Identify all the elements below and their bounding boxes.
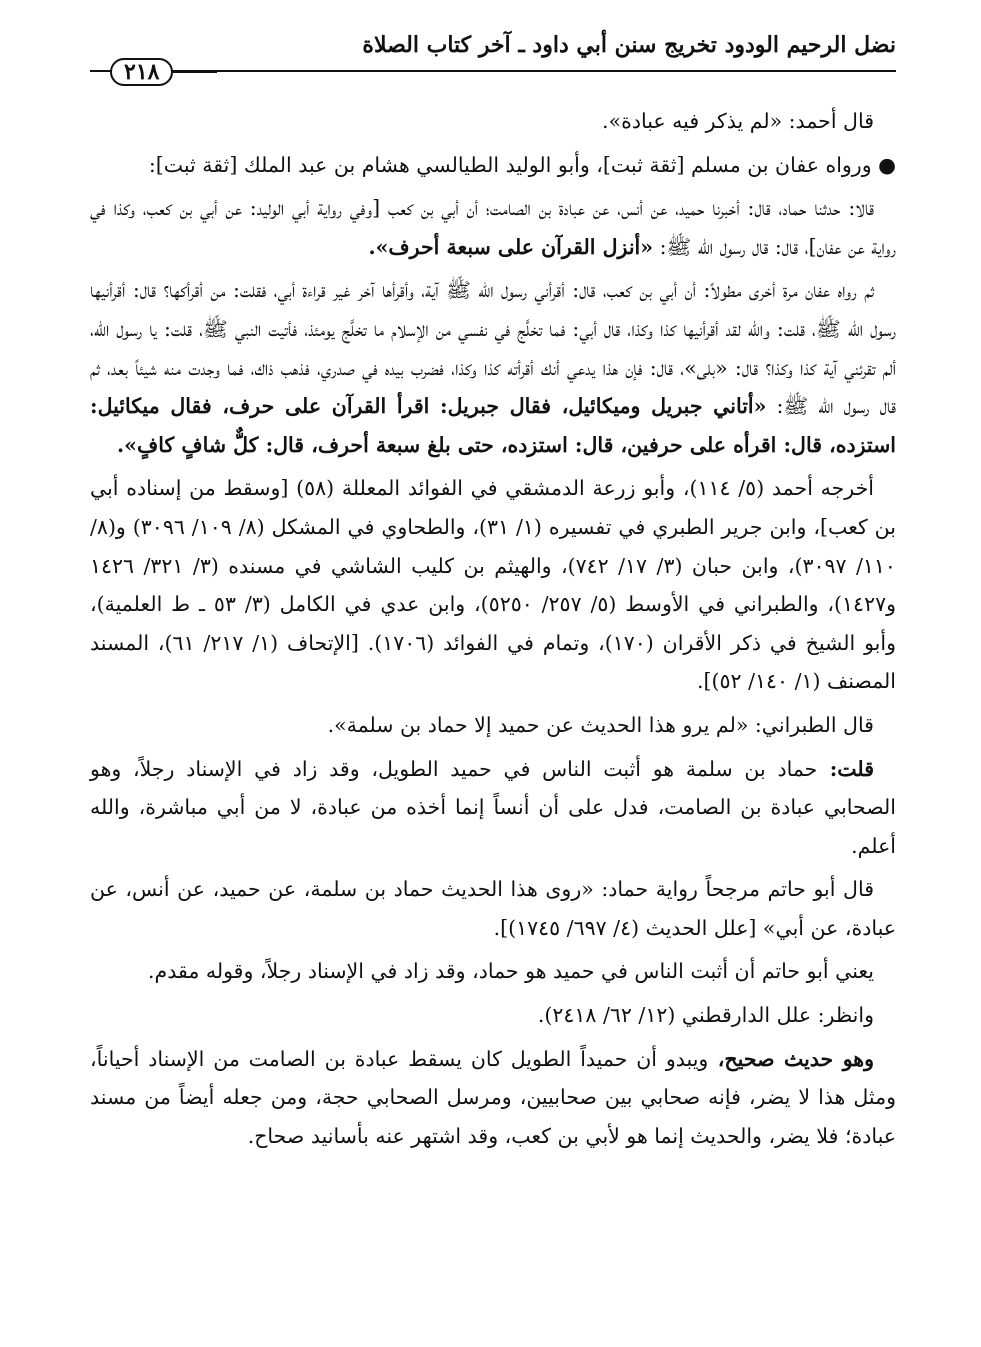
running-title: نضل الرحيم الودود تخريج سنن أبي داود ـ آخر كتاب الصلاة <box>362 32 896 58</box>
paragraph-text: ثم رواه عفان مرة أخرى مطولاً: أن أبي بن كعب، قال: أقرأني رسول الله ﷺ آية، وأقرأها آخر غير قراءة أبي، فقلت: من أقرأكها؟ قال: أقرأنيها رسول الله ﷺ، قلت: والله لقد أقرأنيها كذا وكذا، قال أبي: فما تخلَّج في نفسي من الإسلام ما تخلَّج يومئذ، فأتيت النبي ﷺ، قلت: يا رسول الله، ألم تقرئني آية كذا وكذا؟ قال: «بلى»، قال: فإن هذا يدعي أنك أقرأته كذا وكذا، فضرب بيده في صدري، فذهب ذاك، فما وجدت منه شيئاً بعد، ثم قال رسول الله ﷺ: <box>90 278 897 419</box>
page-number: ٢١٨ <box>110 58 173 86</box>
paragraph <box>90 102 896 141</box>
paragraph <box>90 996 896 1035</box>
paragraph-lead: وهو حديث صحيح، <box>708 1046 875 1071</box>
paragraph-text: حماد بن سلمة هو أثبت الناس في حميد الطويل، وقد زاد في الإسناد رجلاً، وهو الصحابي عبادة بن الصامت، فدل على أن أنساً إنما أخذه من عبادة، لا من أبي مباشرة، والله أعلم. <box>90 756 896 858</box>
paragraph-text: قال الطبراني: «لم يرو هذا الحديث عن حميد إلا حماد بن سلمة». <box>327 712 874 737</box>
paragraph <box>90 469 896 701</box>
paragraph-text: قال أحمد: «لم يذكر فيه عبادة». <box>602 109 874 133</box>
paragraph-text: وانظر: علل الدارقطني (١٢/ ٦٢/ ٢٤١٨). <box>537 1003 874 1028</box>
paragraph-text: أخرجه أحمد (٥/ ١١٤)، وأبو زرعة الدمشقي في الفوائد المعللة (٥٨) [وسقط من إسناده أبي بن كعب]، وابن جرير الطبري في تفسيره (١/ ٣١)، والطحاوي في المشكل (٨/ ١٠٩/ ٣٠٩٦) و(٨/ ١١٠/ ٣٠٩٧)، وابن حبان (٣/ ١٧/ ٧٤٢)، والهيثم بن كليب الشاشي في مسنده (٣/ ٣٢١/ ١٤٢٦ و١٤٢٧)، والطبراني في الأوسط (٥/ ٢٥٧/ ٥٢٥٠)، وابن عدي في الكامل (٣/ ٥٣ ـ ط العلمية)، وأبو الشيخ في ذكر الأقران (١٧٠)، وتمام في الفوائد (١٧٠٦). [الإتحاف (١/ ٢١٧/ ٦١)، المسند المصنف (١/ ١٤٠/ ٥٢)]. <box>90 476 896 694</box>
paragraph-text: ● ورواه عفان بن مسلم [ثقة ثبت]، وأبو الوليد الطيالسي هشام بن عبد الملك [ثقة ثبت]: <box>148 152 896 177</box>
page-number-dash <box>173 71 217 73</box>
paragraph-text: قالا: حدثنا حماد، قال: أخبرنا حميد، عن أنس، عن عبادة بن الصامت؛ أن أبي بن كعب [وفي رواية أبي الوليد: عن أبي بن كعب، وكذا في رواية عن عفان]، قال: قال رسول الله ﷺ: <box>90 196 896 259</box>
paragraph <box>90 271 896 464</box>
page-body <box>90 102 896 1155</box>
paragraph <box>90 870 896 947</box>
book-page <box>90 24 896 1324</box>
paragraph-text: ويبدو أن حميداً الطويل كان يسقط عبادة بن الصامت من الإسناد أحياناً، ومثل هذا لا يضر، فإنه صحابي بين صحابيين، ومرسل الصحابي حجة، ومن جعله أيضاً من مسند عبادة؛ فلا يضر، والحديث إنما هو لأبي بن كعب، وقد اشتهر عنه بأسانيد صحاح. <box>90 1046 896 1148</box>
hadith-quote: «أتاني جبريل وميكائيل، فقال جبريل: اقرأ القرآن على حرف، فقال ميكائيل: استزده، قال: اقرأه على حرفين، قال: استزده، حتى بلغ سبعة أحرف، قال: كلٌّ شافٍ كافٍ». <box>90 394 896 457</box>
paragraph-text: قال أبو حاتم مرجحاً رواية حماد: «روى هذا الحديث حماد بن سلمة، عن حميد، عن أنس، عن عبادة، عن أبي» [علل الحديث (٤/ ٦٩٧/ ١٧٤٥)]. <box>90 877 896 940</box>
paragraph <box>90 750 896 866</box>
page-header <box>90 24 896 102</box>
hadith-quote: «أنزل القرآن على سبعة أحرف». <box>368 234 654 259</box>
paragraph <box>90 706 896 745</box>
paragraph <box>90 1040 896 1156</box>
paragraph <box>90 952 896 991</box>
paragraph <box>90 189 896 266</box>
paragraph-lead: قلت: <box>817 756 875 781</box>
page-number-ornament <box>110 58 221 86</box>
paragraph-text: يعني أبو حاتم أن أثبت الناس في حميد هو حماد، وقد زاد في الإسناد رجلاً، وقوله مقدم. <box>148 959 874 984</box>
paragraph <box>90 146 896 185</box>
